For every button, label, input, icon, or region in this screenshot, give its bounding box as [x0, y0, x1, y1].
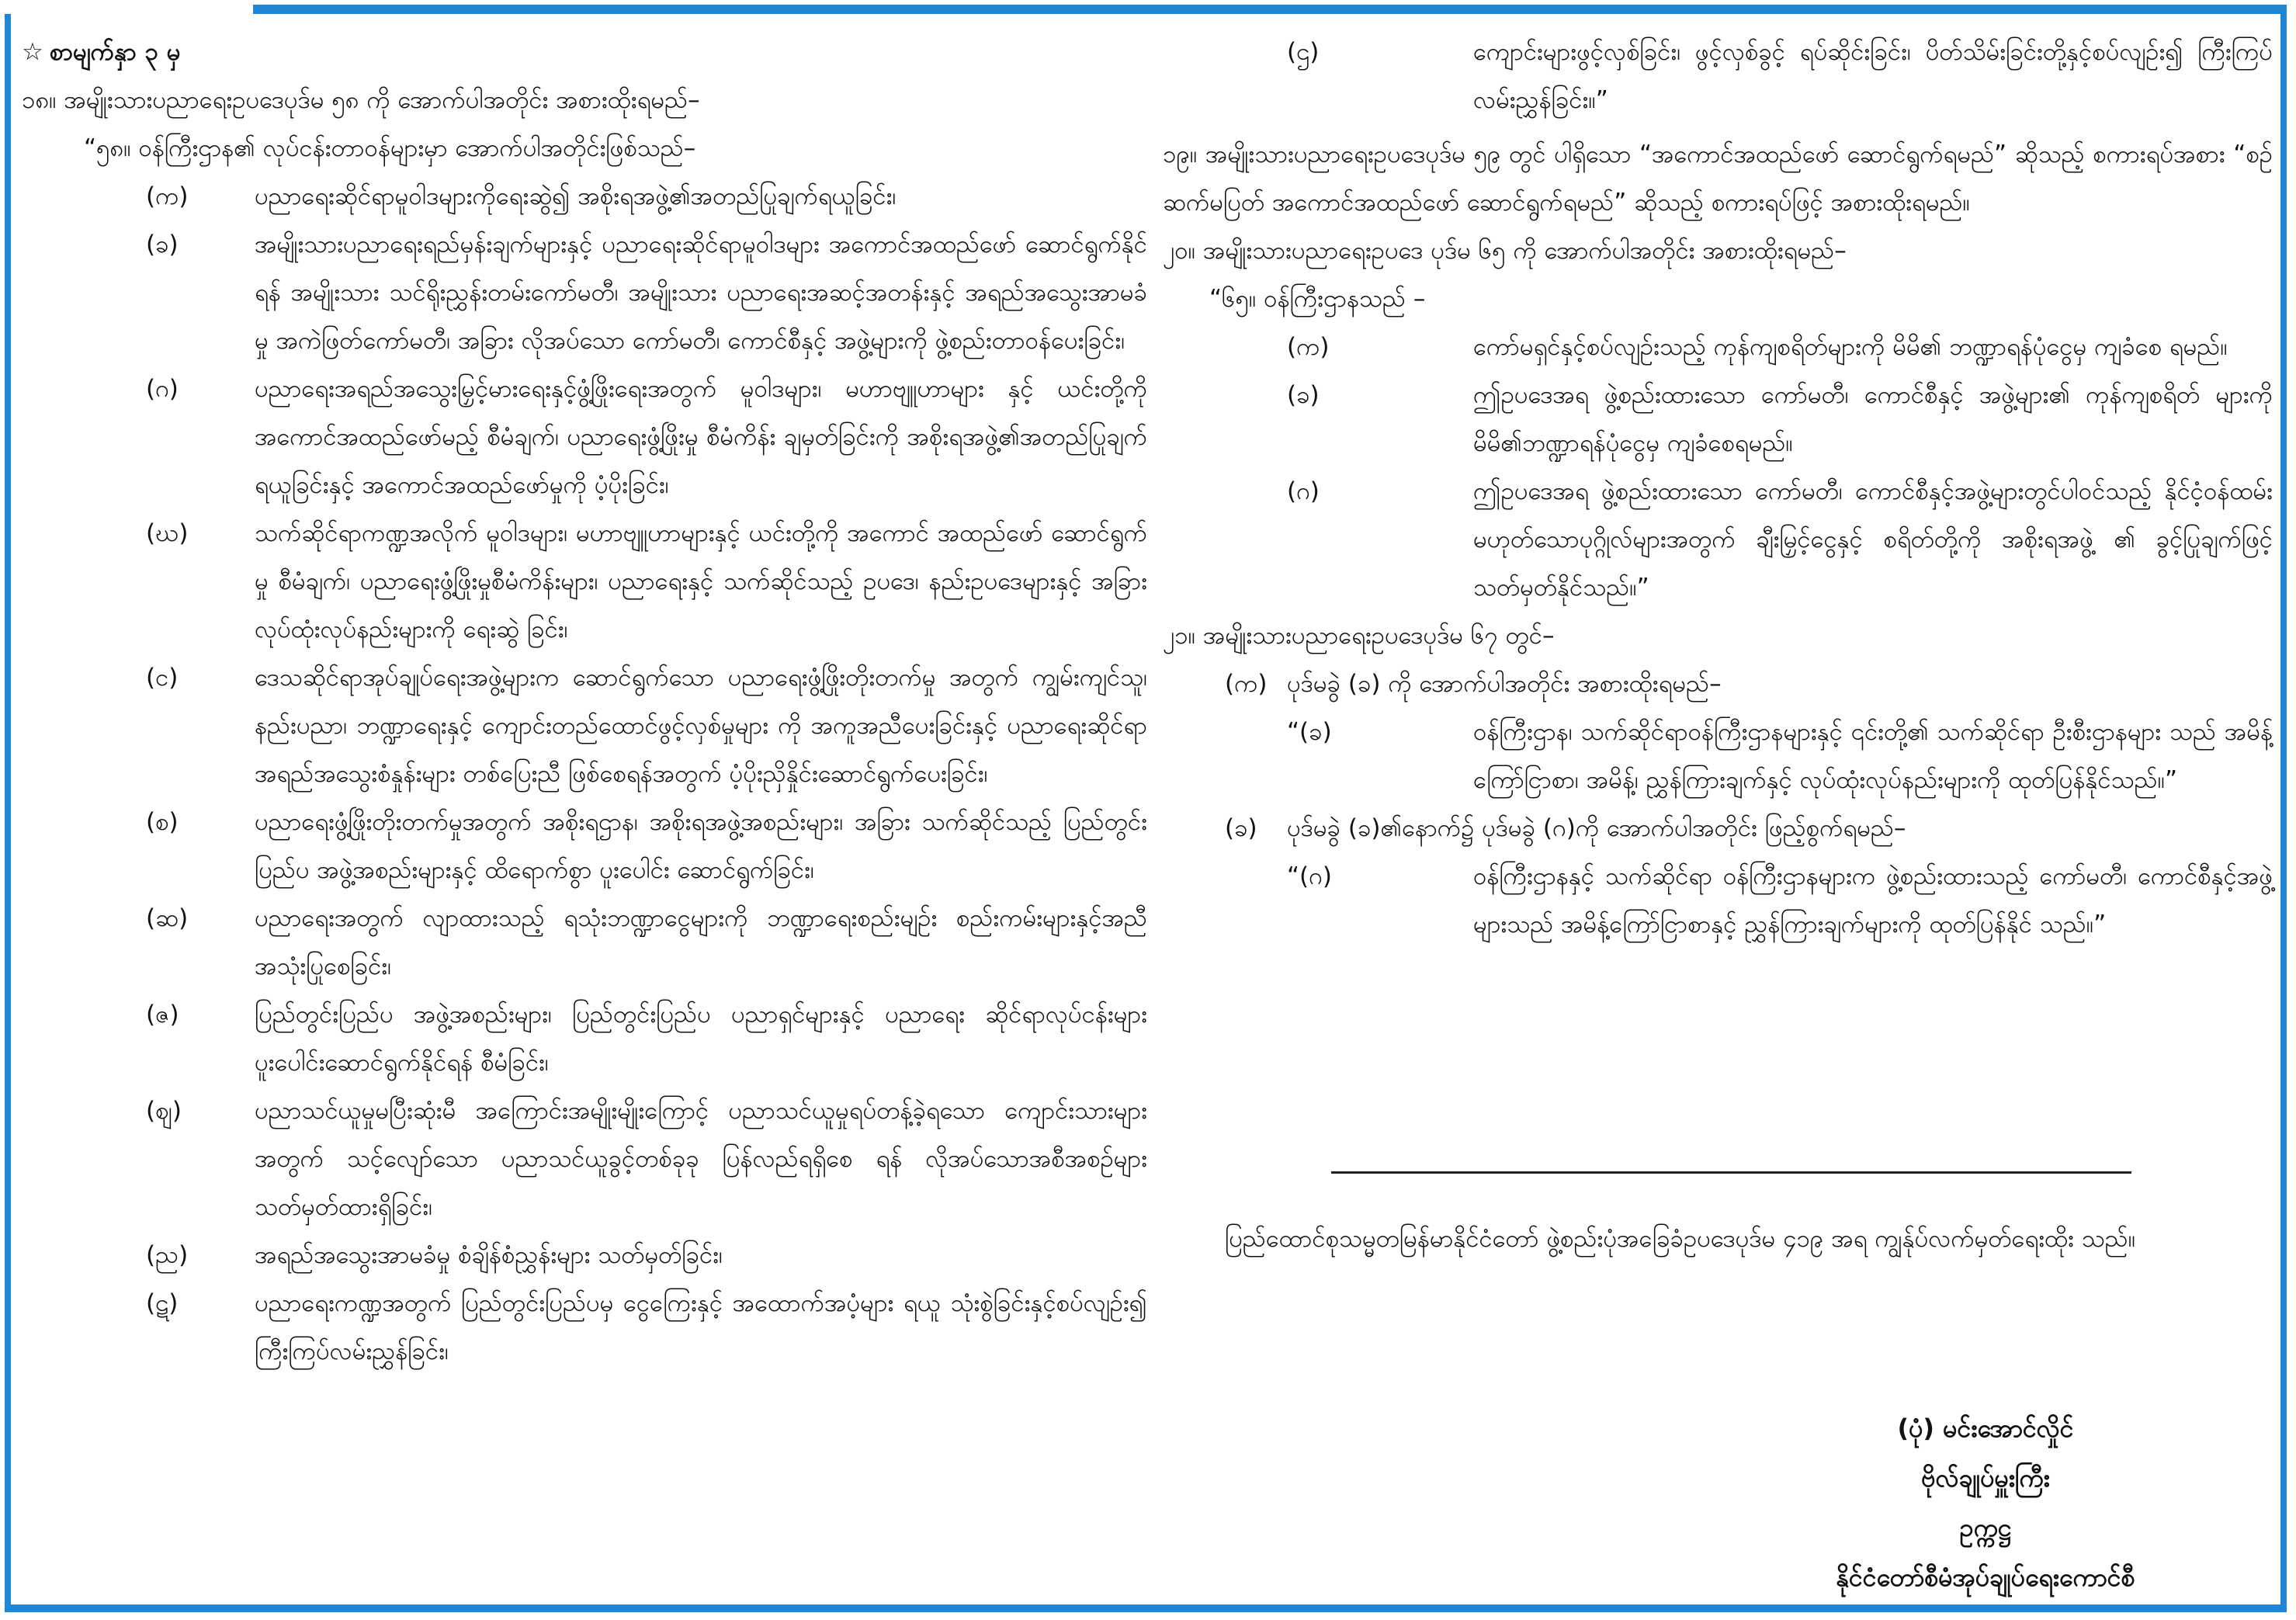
subsection-ka-item: [1163, 708, 2273, 804]
signature-block: [1636, 1403, 2180, 1602]
clause-hsa: [22, 894, 1147, 990]
section-18-intro: ၁၈။ အမျိုးသားပညာရေးဥပဒေပုဒ်မ ၅၈ ကို အောက်ပါအတိုင်း အစားထိုးရမည်–: [22, 86, 700, 114]
clause-text: ဤဥပဒေအရ ဖွဲ့စည်းထားသော ကော်မတီ၊ ကောင်စီနှင့် အဖွဲ့များ၏ ကုန်ကျစရိတ် များကို မိမိ၏ဘဏ္ဍာရန်ပုံငွေမှ ကျခံစေရမည်။: [1473, 381, 2273, 457]
clause-marker: (ဈ): [146, 1097, 182, 1125]
section-58-heading: “၅၈။ ဝန်ကြီးဌာန၏ လုပ်ငန်းတာဝန်များမှာ အောက်ပါအတိုင်းဖြစ်သည်–: [84, 134, 696, 162]
clause-text: ပညာသင်ယူမှုမပြီးဆုံးမီ အကြောင်းအမျိုးမျိုးကြောင့် ပညာသင်ယူမှုရပ်တန့်ခဲ့ရသော ကျောင်းသားများအတွက် သင့်လျော်သော ပညာသင်ယူခွင့်တစ်ခုခု ပြန်လည်ရရှိစေ ရန် လိုအပ်သောအစီအစဉ်များ သတ်မှတ်ထားရှိခြင်း၊: [255, 1097, 1147, 1221]
clause-marker: (က): [1225, 670, 1268, 698]
clause-text: အမျိုးသားပညာရေးရည်မှန်းချက်များနှင့် ပညာရေးဆိုင်ရာမူဝါဒများ အကောင်အထည်ဖော် ဆောင်ရွက်နိုင်ရန် အမျိုးသား သင်ရိုးညွှန်းတမ်းကော်မတီ၊ အမျိုးသား ပညာရေးအဆင့်အတန်းနှင့် အရည်အသွေးအာမခံမှု အကဲဖြတ်ကော်မတီ၊ အခြား လိုအပ်သော ကော်မတီ၊ ကောင်စီနှင့် အဖွဲ့များကို ဖွဲ့စည်းတာဝန်ပေးခြင်း၊: [255, 231, 1147, 355]
clause-text: ဤဥပဒေအရ ဖွဲ့စည်းထားသော ကော်မတီ၊ ကောင်စီနှင့်အဖွဲ့များတွင်ပါဝင်သည့် နိုင်ငံ့ဝန်ထမ်းမဟုတ်သောပုဂ္ဂိုလ်များအတွက် ချီးမြှင့်ငွေနှင့် စရိတ်တို့ကို အစိုးရအဖွဲ့ ၏ ခွင့်ပြုချက်ဖြင့် သတ်မှတ်နိုင်သည်။”: [1473, 477, 2273, 602]
clause-tta: [22, 1279, 1147, 1375]
clause-marker: “(ခ): [1287, 718, 1332, 746]
clause-text: ပညာရေးကဏ္ဍအတွက် ပြည်တွင်းပြည်ပမှ ငွေကြေးနှင့် အထောက်အပံ့များ ရယူ သုံးစွဲခြင်းနှင့်စပ်လျဉ်း၍ ကြီးကြပ်လမ်းညွှန်ခြင်း၊: [255, 1289, 1147, 1365]
subsection-ka: [1163, 660, 2273, 708]
clause-marker: (စ): [146, 808, 179, 836]
clause-marker: (ဂ): [1287, 477, 1320, 505]
clause-zha: [22, 1087, 1147, 1231]
clause-ttha: [1163, 28, 2273, 124]
clause-marker: (ခ): [1225, 814, 1257, 842]
clause-text: ဝန်ကြီးဌာနနှင့် သက်ဆိုင်ရာ ဝန်ကြီးဌာနများက ဖွဲ့စည်းထားသည့် ကော်မတီ၊ ကောင်စီနှင့်အဖွဲ့များသည် အမိန့်ကြော်ငြာစာနှင့် ညွှန်ကြားချက်များကို ထုတ်ပြန်နိုင် သည်။”: [1473, 862, 2273, 938]
signatory-title: ဥက္ကဋ္ဌ: [1959, 1513, 2012, 1542]
clause-text: အရည်အသွေးအာမခံမှု စံချိန်စံညွှန်းများ သတ်မှတ်ခြင်း၊: [255, 1241, 723, 1269]
clause-marker: (ဂ): [146, 375, 179, 403]
clause-text: ပုဒ်မခွဲ (ခ)၏နောက်၌ ပုဒ်မခွဲ (ဂ)ကို အောက်ပါအတိုင်း ဖြည့်စွက်ရမည်–: [1287, 814, 1906, 842]
clause-text: ကျောင်းများဖွင့်လှစ်ခြင်း၊ ဖွင့်လှစ်ခွင့် ရပ်ဆိုင်းခြင်း၊ ပိတ်သိမ်းခြင်းတို့နှင့်စပ်လျဉ်း၍ ကြီးကြပ်လမ်းညွှန်ခြင်း။”: [1473, 38, 2273, 114]
clause-marker: “(ဂ): [1287, 862, 1332, 890]
section-19: ၁၉။ အမျိုးသားပညာရေးဥပဒေပုဒ်မ ၅၉ တွင် ပါရှိသော “အကောင်အထည်ဖော် ဆောင်ရွက်ရမည်” ဆိုသည့် စကားရပ်အစား “စဉ်ဆက်မပြတ် အကောင်အထည်ဖော် ဆောင်ရွက်ရမည်” ဆိုသည့် စကားရပ်ဖြင့် အစားထိုးရမည်။: [1163, 140, 2273, 217]
clause-marker: (ဇ): [146, 1001, 179, 1029]
clause-nga: [22, 654, 1147, 798]
subsection-kha-item: [1163, 852, 2273, 949]
clause-text: ပညာရေးအရည်အသွေးမြှင့်မားရေးနှင့်ဖွံ့ဖြိုးရေးအတွက် မူဝါဒများ၊ မဟာဗျူဟာများ နှင့် ယင်းတို့ကို အကောင်အထည်ဖော်မည့် စီမံချက်၊ ပညာရေးဖွံ့ဖြိုးမှု စီမံကိန်း ချမှတ်ခြင်းကို အစိုးရအဖွဲ့၏အတည်ပြုချက်ရယူခြင်းနှင့် အကောင်အထည်ဖော်မှုကို ပံ့ပိုးခြင်း၊: [255, 375, 1147, 499]
clause-marker: (ဌ): [1287, 38, 1320, 66]
clause-marker: (ဃ): [146, 519, 189, 547]
left-column: [22, 28, 1147, 1375]
clause-ga: [22, 365, 1147, 509]
clause-text: ကော်မရှင်နှင့်စပ်လျဉ်းသည့် ကုန်ကျစရိတ်များကို မိမိ၏ ဘဏ္ဍာရန်ပုံငွေမှ ကျခံစေ ရမည်။: [1473, 333, 2228, 361]
right-column: [1163, 28, 2273, 949]
clause-text: ပညာရေးဆိုင်ရာမူဝါဒများကိုရေးဆွဲ၍ အစိုးရအဖွဲ့၏အတည်ပြုချက်ရယူခြင်း၊: [255, 182, 897, 210]
clause-sa: [22, 798, 1147, 894]
publication-note: ပြည်ထောင်စုသမ္မတမြန်မာနိုင်ငံတော် ဖွဲ့စည်းပုံအခြေခံဥပဒေပုဒ်မ ၄၁၉ အရ ကျွန်ုပ်လက်မှတ်ရေးထိုး သည်။: [1225, 1225, 2136, 1253]
page-reference: စာမျက်နှာ ၃ မှ: [49, 38, 181, 66]
section-65-clause-kha: [1163, 371, 2273, 467]
clause-nya: [22, 1231, 1147, 1279]
clause-text: ပညာရေးအတွက် လျာထားသည့် ရသုံးဘဏ္ဍာငွေများကို ဘဏ္ဍာရေးစည်းမျဉ်း စည်းကမ်းများနှင့်အညီ အသုံးပြုစေခြင်း၊: [255, 904, 1147, 980]
clause-marker: (က): [146, 182, 189, 210]
section-21-intro: ၂၁။ အမျိုးသားပညာရေးဥပဒေပုဒ်မ ၆၇ တွင်–: [1163, 622, 1555, 650]
clause-marker: (ဆ): [146, 904, 189, 932]
star-icon: ☆: [22, 38, 43, 66]
council-name: နိုင်ငံတော်စီမံအုပ်ချုပ်ရေးကောင်စီ: [1836, 1563, 2135, 1592]
clause-marker: (ည): [146, 1241, 189, 1269]
clause-gha: [22, 509, 1147, 654]
clause-text: ပြည်တွင်းပြည်ပ အဖွဲ့အစည်းများ၊ ပြည်တွင်းပြည်ပ ပညာရှင်များနှင့် ပညာရေး ဆိုင်ရာလုပ်ငန်းများ ပူးပေါင်းဆောင်ရွက်နိုင်ရန် စီမံခြင်း၊: [255, 1001, 1147, 1077]
clause-text: ဝန်ကြီးဌာန၊ သက်ဆိုင်ရာဝန်ကြီးဌာနများနှင့် ၎င်းတို့၏ သက်ဆိုင်ရာ ဦးစီးဌာနများ သည် အမိန့်ကြော်ငြာစာ၊ အမိန့်၊ ညွှန်ကြားချက်နှင့် လုပ်ထုံးလုပ်နည်းများကို ထုတ်ပြန်နိုင်သည်။”: [1473, 718, 2273, 794]
clause-text: ဒေသဆိုင်ရာအုပ်ချုပ်ရေးအဖွဲ့များက ဆောင်ရွက်သော ပညာရေးဖွံ့ဖြိုးတိုးတက်မှု အတွက် ကျွမ်းကျင်သူ၊ နည်းပညာ၊ ဘဏ္ဍာရေးနှင့် ကျောင်းတည်ထောင်ဖွင့်လှစ်မှုများ ကို အကူအညီပေးခြင်းနှင့် ပညာရေးဆိုင်ရာ အရည်အသွေးစံနှုန်းများ တစ်ပြေးညီ ဖြစ်စေရန်အတွက် ပံ့ပိုးညှိနှိုင်းဆောင်ရွက်ပေးခြင်း၊: [255, 664, 1147, 788]
clause-text: ပုဒ်မခွဲ (ခ) ကို အောက်ပါအတိုင်း အစားထိုးရမည်–: [1287, 670, 1722, 698]
clause-marker: (ဋ): [146, 1289, 179, 1317]
subsection-kha: [1163, 804, 2273, 852]
clause-ka: [22, 172, 1147, 220]
section-20-intro: ၂၀။ အမျိုးသားပညာရေးဥပဒေ ပုဒ်မ ၆၅ ကို အောက်ပါအတိုင်း အစားထိုးရမည်–: [1163, 237, 1847, 265]
section-65-clause-ga: [1163, 467, 2273, 612]
signatory-name: (ပုံ) မင်းအောင်လှိုင်: [1897, 1414, 2074, 1443]
clause-text: သက်ဆိုင်ရာကဏ္ဍအလိုက် မူဝါဒများ၊ မဟာဗျူဟာများနှင့် ယင်းတို့ကို အကောင် အထည်ဖော် ဆောင်ရွက်မှု စီမံချက်၊ ပညာရေးဖွံ့ဖြိုးမှုစီမံကိန်းများ၊ ပညာရေးနှင့် သက်ဆိုင်သည့် ဥပဒေ၊ နည်းဥပဒေများနှင့် အခြားလုပ်ထုံးလုပ်နည်းများကို ရေးဆွဲ ခြင်း၊: [255, 519, 1147, 643]
section-65-heading: “၆၅။ ဝန်ကြီးဌာနသည် –: [1209, 285, 1426, 313]
clause-marker: (င): [146, 664, 179, 692]
clause-kha: [22, 220, 1147, 365]
signatory-rank: ဗိုလ်ချုပ်မှူးကြီး: [1921, 1463, 2050, 1493]
section-divider: [1331, 1171, 2131, 1174]
clause-marker: (ခ): [1287, 381, 1320, 409]
section-65-clause-ka: [1163, 323, 2273, 371]
clause-za: [22, 990, 1147, 1087]
clause-marker: (ခ): [146, 231, 179, 258]
clause-text: ပညာရေးဖွံ့ဖြိုးတိုးတက်မှုအတွက် အစိုးရဌာန၊ အစိုးရအဖွဲ့အစည်းများ၊ အခြား သက်ဆိုင်သည့် ပြည်တွင်းပြည်ပ အဖွဲ့အစည်းများနှင့် ထိရောက်စွာ ပူးပေါင်း ဆောင်ရွက်ခြင်း၊: [255, 808, 1147, 884]
continued-from-header: [22, 28, 1147, 76]
clause-marker: (က): [1287, 333, 1330, 361]
